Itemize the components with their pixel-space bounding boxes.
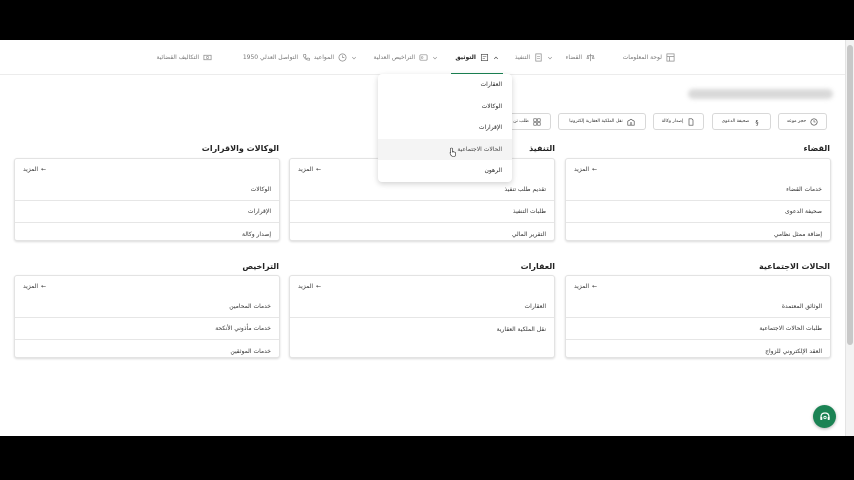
list-item[interactable]: إضافة ممثل نظامي xyxy=(773,230,822,238)
section-title-agencies: الوكالات والاقرارات xyxy=(201,144,279,153)
nav-item-licenses[interactable] xyxy=(374,40,438,75)
arrow-left-icon: ← xyxy=(316,283,322,290)
list-item[interactable]: نقل الملكية العقارية xyxy=(496,325,546,333)
nav-item-execution[interactable] xyxy=(515,40,553,75)
list-item[interactable]: الوكالات xyxy=(15,179,279,201)
clock-icon xyxy=(338,53,347,62)
more-link[interactable] xyxy=(574,166,597,173)
card-real-estate xyxy=(289,275,555,358)
nav-item-documentation[interactable] xyxy=(455,40,499,75)
nav-label: التواصل العدلي 1950 xyxy=(242,54,298,61)
list-item[interactable]: التقرير المالي xyxy=(511,230,546,238)
nav-item-dashboard[interactable] xyxy=(623,40,675,75)
section-title-judiciary: القضاء xyxy=(803,144,830,153)
quick-issue-agency-button[interactable] xyxy=(653,113,704,130)
nav-item-costs[interactable] xyxy=(157,40,212,75)
more-label: المزيد xyxy=(574,166,590,173)
chevron-down-icon xyxy=(547,55,553,61)
section-title-social-status: الحالات الاجتماعية xyxy=(759,262,830,271)
list-item[interactable]: طلبات التنفيذ xyxy=(290,201,554,223)
more-link[interactable] xyxy=(298,166,321,173)
chevron-down-icon xyxy=(351,55,357,61)
arrow-left-icon: ← xyxy=(41,166,47,173)
help-chat-button[interactable] xyxy=(813,405,836,428)
section-title-real-estate: العقارات xyxy=(520,262,555,271)
quick-transfer-ownership-button[interactable] xyxy=(558,113,646,130)
chevron-up-icon xyxy=(493,55,499,61)
building-icon xyxy=(627,118,635,126)
list-item[interactable]: الوثائق المعتمدة xyxy=(566,296,830,318)
phone-icon xyxy=(302,53,311,62)
list-item[interactable]: خدمات مأذوني الأنكحة xyxy=(15,318,279,340)
dropdown-item-social-status[interactable]: الحالات الاجتماعية xyxy=(378,139,512,161)
more-link[interactable] xyxy=(23,283,46,290)
card-licenses xyxy=(14,275,280,358)
headset-icon xyxy=(819,411,831,423)
list-item[interactable]: صحيفة الدعوى xyxy=(566,201,830,223)
nav-label: القضاء xyxy=(565,54,582,61)
quick-action-label: إصدار وكالة xyxy=(661,119,684,124)
nav-label: التنفيذ xyxy=(514,54,530,61)
page-scrollbar[interactable] xyxy=(845,40,854,436)
more-label: المزيد xyxy=(23,283,39,290)
file-icon xyxy=(687,118,695,126)
dollar-icon xyxy=(753,118,761,126)
quick-action-label: حجز موعد xyxy=(786,119,807,124)
scrollbar-thumb[interactable] xyxy=(847,45,853,345)
quick-lawsuit-button[interactable] xyxy=(712,113,771,130)
more-label: المزيد xyxy=(298,166,314,173)
nav-label: لوحة المعلومات xyxy=(622,54,662,61)
more-label: المزيد xyxy=(23,166,39,173)
list-item[interactable]: خدمات المحامين xyxy=(15,296,279,318)
list-item[interactable]: تقديم طلب تنفيذ xyxy=(290,179,554,201)
svg-text:§: § xyxy=(755,117,759,126)
list-item[interactable]: إصدار وكالة xyxy=(241,230,271,238)
dashboard-icon xyxy=(666,53,675,62)
stamp-icon xyxy=(480,53,489,62)
quick-action-label: طلب تن xyxy=(513,119,529,124)
nav-item-contact[interactable] xyxy=(243,40,311,75)
main-navbar xyxy=(0,40,845,75)
arrow-left-icon: ← xyxy=(592,166,598,173)
quick-action-label: نقل الملكية العقارية إلكترونيا xyxy=(569,119,623,124)
app-window xyxy=(0,40,854,436)
dropdown-item-agencies[interactable]: الوكالات xyxy=(481,102,502,110)
clock-icon xyxy=(810,118,818,126)
nav-item-judiciary[interactable] xyxy=(566,40,595,75)
list-item[interactable]: العقارات xyxy=(290,296,554,318)
nav-label: التكاليف القضائية xyxy=(156,54,199,61)
card-agencies xyxy=(14,158,280,241)
dropdown-item-acknowledgments[interactable]: الإقرارات xyxy=(478,124,502,132)
card-social-status xyxy=(565,275,831,358)
document-icon xyxy=(534,53,543,62)
nav-label: التراخيص العدلية xyxy=(373,54,415,61)
list-item[interactable]: خدمات القضاء xyxy=(566,179,830,201)
list-item[interactable]: العقد الإلكتروني للزواج xyxy=(765,347,822,355)
chevron-down-icon xyxy=(432,55,438,61)
section-title-licenses: التراخيص xyxy=(242,262,279,271)
more-link[interactable] xyxy=(23,166,46,173)
mouse-cursor-icon xyxy=(449,147,457,157)
arrow-left-icon: ← xyxy=(41,283,47,290)
card-judiciary xyxy=(565,158,831,241)
quick-book-appointment-button[interactable] xyxy=(778,113,827,130)
arrow-left-icon: ← xyxy=(592,283,598,290)
grid-icon xyxy=(533,118,541,126)
more-label: المزيد xyxy=(298,283,314,290)
dropdown-item-real-estate[interactable]: العقارات xyxy=(480,81,502,89)
blurred-page-title xyxy=(688,89,833,99)
more-link[interactable] xyxy=(298,283,321,290)
dropdown-item-mortgages[interactable]: الرهون xyxy=(484,167,502,175)
list-item[interactable]: الإقرارات xyxy=(15,201,279,223)
section-title-execution: التنفيذ xyxy=(529,144,555,153)
nav-label: المواعيد xyxy=(313,54,334,61)
nav-item-appointments[interactable] xyxy=(314,40,357,75)
nav-label: التوثيق xyxy=(455,54,476,61)
license-icon xyxy=(419,53,428,62)
money-icon xyxy=(203,53,212,62)
quick-action-label: صحيفة الدعوى xyxy=(721,119,750,124)
more-link[interactable] xyxy=(574,283,597,290)
documentation-dropdown-menu xyxy=(378,74,512,182)
list-item[interactable]: طلبات الحالات الاجتماعية xyxy=(566,318,830,340)
arrow-left-icon: ← xyxy=(316,166,322,173)
list-item[interactable]: خدمات الموثقين xyxy=(230,347,271,355)
scale-icon xyxy=(586,53,595,62)
more-label: المزيد xyxy=(574,283,590,290)
